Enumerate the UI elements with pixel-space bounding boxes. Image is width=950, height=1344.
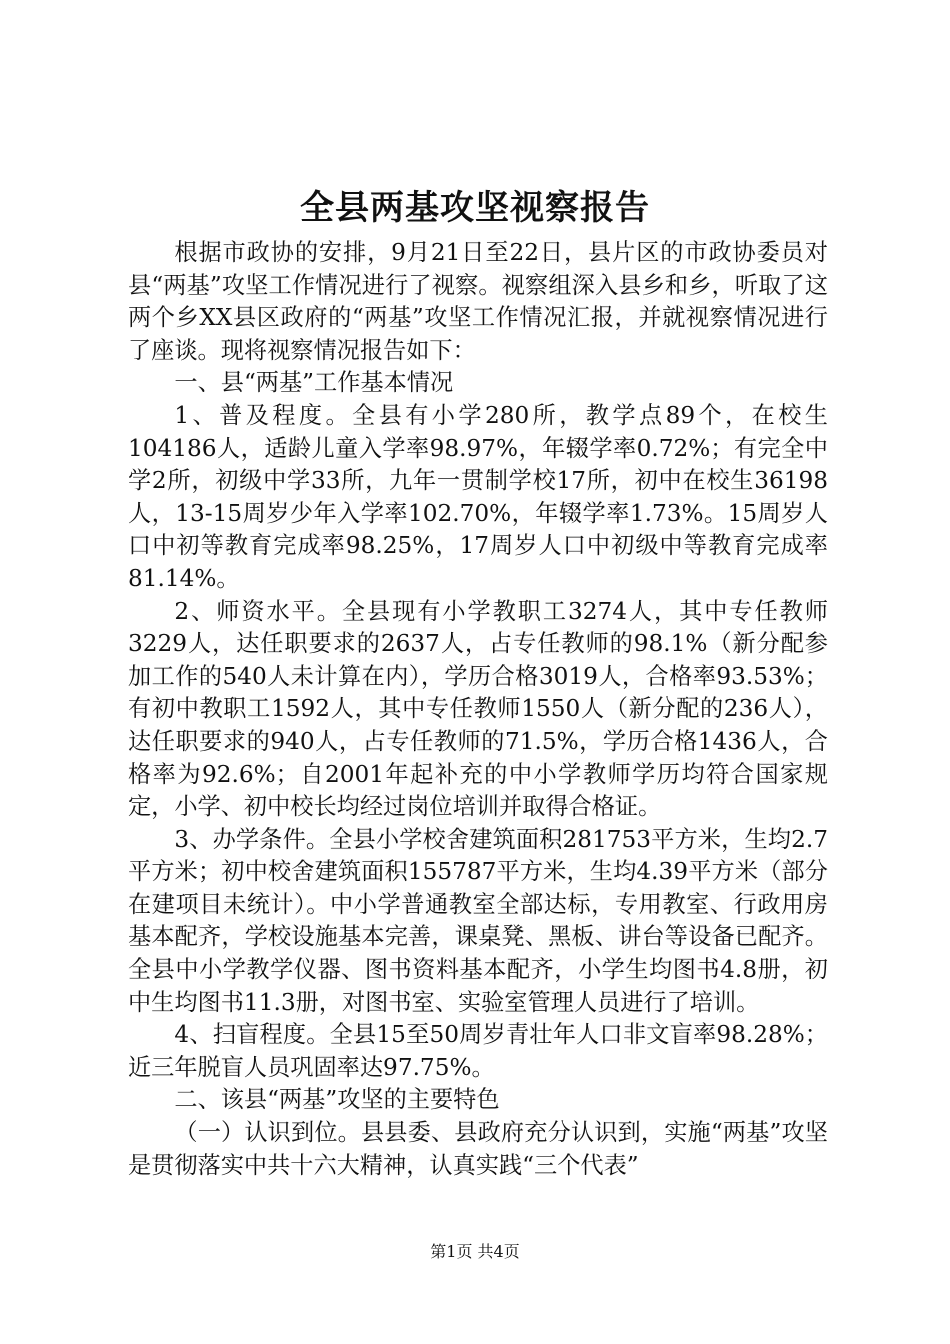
- document-title: 全县两基攻坚视察报告: [300, 188, 650, 228]
- paragraph-awareness: （一）认识到位。县县委、县政府充分认识到，实施“两基”攻坚是贯彻落实中共十六大精神，认真实践“三个代表”: [128, 1119, 828, 1179]
- paragraph-teachers: 2、师资水平。全县现有小学教职工3274人，其中专任教师3229人，达任职要求的2637人，占专任教师的98.1%（新分配参加工作的540人未计算在内），学历合格3019人，合格率93.53%；有初中教职工1592人，其中专任教师1550人（新分配的236人），达任职要求的940人，占专任教师的71.5%，学历合格1436人，合格率为92.6%；自2001年起补充的中小学教师学历均符合国家规定，小学、初中校长均经过岗位培训并取得合格证。: [128, 597, 828, 821]
- section-heading-1: 一、县“两基”工作基本情况: [174, 369, 454, 397]
- paragraph-intro: 根据市政协的安排，9月21日至22日，县片区的市政协委员对县“两基”攻坚工作情况进行了视察。视察组深入县乡和乡，听取了这两个乡XX县区政府的“两基”攻坚工作情况汇报，并就视察情况进行了座谈。现将视察情况报告如下：: [128, 239, 828, 364]
- section-heading-2: 二、该县“两基”攻坚的主要特色: [174, 1086, 500, 1114]
- document-body: [128, 237, 828, 1182]
- paragraph-literacy: 4、扫盲程度。全县15至50周岁青壮年人口非文盲率98.28%；近三年脱盲人员巩固率达97.75%。: [128, 1021, 828, 1081]
- paragraph-popularization: 1、普及程度。全县有小学280所，教学点89个，在校生104186人，适龄儿童入学率98.97%，年辍学率0.72%；有完全中学2所，初级中学33所，九年一贯制学校17所，初中在校生36198人，13-15周岁少年入学率102.70%，年辍学率1.73%。15周岁人口中初等教育完成率98.25%，17周岁人口中初级中等教育完成率81.14%。: [128, 401, 828, 592]
- paragraph-conditions: 3、办学条件。全县小学校舍建筑面积281753平方米，生均2.7平方米；初中校舍建筑面积155787平方米，生均4.39平方米（部分在建项目未统计）。中小学普通教室全部达标，专用教室、行政用房基本配齐，学校设施基本完善，课桌凳、黑板、讲台等设备已配齐。全县中小学教学仪器、图书资料基本配齐，小学生均图书4.8册，初中生均图书11.3册，对图书室、实验室管理人员进行了培训。: [128, 825, 828, 1016]
- page-footer: 第1页 共4页: [430, 1242, 520, 1261]
